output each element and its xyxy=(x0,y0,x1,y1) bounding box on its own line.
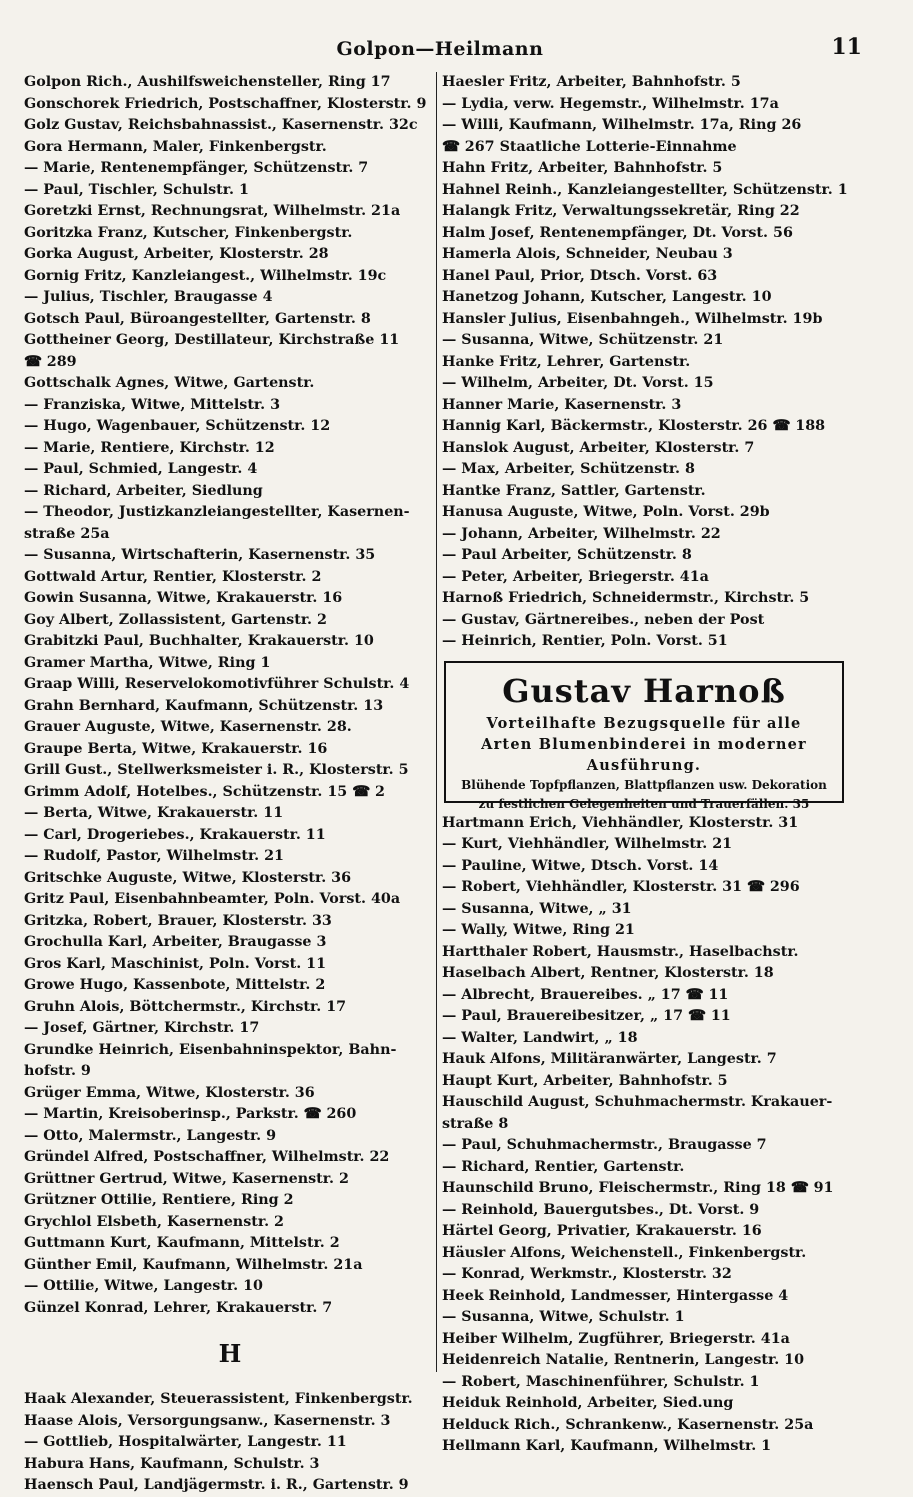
directory-entry: Hartmann Erich, Viehhändler, Klosterstr. 31 xyxy=(442,814,799,831)
directory-entry: Grill Gust., Stellwerksmeister i. R., Klosterstr. 5 xyxy=(24,762,409,778)
directory-entry: — Carl, Drogeriebes., Krakauerstr. 11 xyxy=(24,826,326,843)
column-divider xyxy=(436,72,437,1372)
directory-entry: Hahn Fritz, Arbeiter, Bahnhofstr. 5 xyxy=(442,160,723,176)
directory-entry: Grützner Ottilie, Rentiere, Ring 2 xyxy=(24,1192,294,1208)
directory-entry: Grauer Auguste, Witwe, Kasernenstr. 28. xyxy=(24,719,352,735)
directory-entry: — Walter, Landwirt, „ 18 xyxy=(442,1029,638,1046)
directory-entry: Gora Hermann, Maler, Finkenbergstr. xyxy=(24,138,327,155)
directory-entry: — Paul, Tischler, Schulstr. 1 xyxy=(24,181,249,198)
directory-entry: Halm Josef, Rentenempfänger, Dt. Vorst. 56 xyxy=(442,224,793,241)
directory-entry: Haak Alexander, Steuerassistent, Finkenbergstr. xyxy=(24,1391,413,1407)
directory-entry: Hanetzog Johann, Kutscher, Langestr. 10 xyxy=(442,289,772,305)
directory-entry: Heidenreich Natalie, Rentnerin, Langestr. 10 xyxy=(442,1352,805,1368)
directory-entry: — Berta, Witwe, Krakauerstr. 11 xyxy=(24,805,284,821)
directory-entry: Hantke Franz, Sattler, Gartenstr. xyxy=(442,482,706,499)
page-number: 11 xyxy=(831,34,862,60)
directory-entry: — Franziska, Witwe, Mittelstr. 3 xyxy=(24,396,281,413)
directory-entry: Golz Gustav, Reichsbahnassist., Kasernenstr. 32c xyxy=(24,117,418,133)
directory-entry: Graap Willi, Reservelokomotivführer Schulstr. 4 xyxy=(24,676,410,692)
directory-entry: Goretzki Ernst, Rechnungsrat, Wilhelmstr. 21a xyxy=(24,203,401,219)
directory-entry: Heiber Wilhelm, Zugführer, Briegerstr. 41a xyxy=(442,1330,790,1347)
advertisement-box xyxy=(444,661,844,811)
directory-entry: Hanusa Auguste, Witwe, Poln. Vorst. 29b xyxy=(442,504,770,520)
directory-entry: Grochulla Karl, Arbeiter, Braugasse 3 xyxy=(24,934,327,950)
directory-entry: Gornig Fritz, Kanzleiangest., Wilhelmstr. 19c xyxy=(24,267,387,284)
directory-entry: — Pauline, Witwe, Dtsch. Vorst. 14 xyxy=(442,857,719,874)
directory-entry: Harnoß Friedrich, Schneidermstr., Kirchstr. 5 xyxy=(442,590,810,606)
directory-entry: — Lydia, verw. Hegemstr., Wilhelmstr. 17a xyxy=(442,95,779,112)
directory-entry: — Heinrich, Rentier, Poln. Vorst. 51 xyxy=(442,633,728,649)
directory-entry: Gritschke Auguste, Witwe, Klosterstr. 36 xyxy=(24,869,352,886)
section-heading-h: H xyxy=(218,1339,242,1368)
directory-entry: — Kurt, Viehhändler, Wilhelmstr. 21 xyxy=(442,836,733,852)
directory-entry: Gottwald Artur, Rentier, Klosterstr. 2 xyxy=(24,568,322,585)
directory-entry: — Peter, Arbeiter, Briegerstr. 41a xyxy=(442,568,709,585)
directory-entry: Heek Reinhold, Landmesser, Hintergasse 4 xyxy=(442,1287,789,1304)
directory-entry: Haesler Fritz, Arbeiter, Bahnhofstr. 5 xyxy=(442,74,741,90)
directory-entry: Häusler Alfons, Weichenstell., Finkenbergstr. xyxy=(442,1244,807,1261)
directory-entry: ☎ 267 Staatliche Lotterie-Einnahme xyxy=(442,138,737,155)
directory-entry: — Paul Arbeiter, Schützenstr. 8 xyxy=(442,547,692,563)
directory-entry: — Josef, Gärtner, Kirchstr. 17 xyxy=(24,1020,260,1036)
directory-entry: Haunschild Bruno, Fleischermstr., Ring 18 ☎ 91 xyxy=(442,1180,834,1196)
directory-entry: Gramer Martha, Witwe, Ring 1 xyxy=(24,654,271,671)
directory-entry: Günther Emil, Kaufmann, Wilhelmstr. 21a xyxy=(24,1256,363,1273)
directory-entry: — Gottlieb, Hospitalwärter, Langestr. 11 xyxy=(24,1434,347,1450)
directory-entry: — Reinhold, Bauergutsbes., Dt. Vorst. 9 xyxy=(442,1201,760,1218)
directory-entry: — Rudolf, Pastor, Wilhelmstr. 21 xyxy=(24,848,285,864)
directory-entry: — Richard, Arbeiter, Siedlung xyxy=(24,482,263,499)
directory-entry: Haase Alois, Versorgungsanw., Kasernenstr. 3 xyxy=(24,1412,391,1429)
directory-entry: hofstr. 9 xyxy=(24,1063,91,1079)
directory-entry: Gruhn Alois, Böttchermstr., Kirchstr. 17 xyxy=(24,998,347,1015)
directory-entry: — Konrad, Werkmstr., Klosterstr. 32 xyxy=(442,1266,732,1282)
directory-entry: Haupt Kurt, Arbeiter, Bahnhofstr. 5 xyxy=(442,1072,728,1089)
directory-entry: — Hugo, Wagenbauer, Schützenstr. 12 xyxy=(24,418,331,434)
directory-entry: Grychlol Elsbeth, Kasernenstr. 2 xyxy=(24,1213,284,1230)
directory-entry: Grüttner Gertrud, Witwe, Kasernenstr. 2 xyxy=(24,1170,349,1187)
ad-title: Gustav Harnoß xyxy=(502,671,786,710)
directory-entry: Hanslok August, Arbeiter, Klosterstr. 7 xyxy=(442,439,755,456)
directory-entry: Haselbach Albert, Rentner, Klosterstr. 18 xyxy=(442,965,774,981)
directory-entry: Hamerla Alois, Schneider, Neubau 3 xyxy=(442,246,733,262)
directory-entry: — Johann, Arbeiter, Wilhelmstr. 22 xyxy=(442,525,721,542)
directory-entry: ☎ 289 xyxy=(24,353,77,370)
directory-entry: Hauschild August, Schuhmachermstr. Krakauer- xyxy=(442,1094,833,1110)
ad-line-3: Ausführung. xyxy=(586,756,702,774)
directory-entry: — Paul, Schmied, Langestr. 4 xyxy=(24,461,258,477)
directory-entry: Gritz Paul, Eisenbahnbeamter, Poln. Vorst. 40a xyxy=(24,891,401,907)
directory-entry: Hellmann Karl, Kaufmann, Wilhelmstr. 1 xyxy=(442,1438,772,1454)
directory-entry: — Martin, Kreisoberinsp., Parkstr. ☎ 260 xyxy=(24,1106,357,1122)
directory-entry: — Max, Arbeiter, Schützenstr. 8 xyxy=(442,461,695,477)
directory-entry: Gonschorek Friedrich, Postschaffner, Klosterstr. 9 xyxy=(24,95,427,112)
ad-line-2: Arten Blumenbinderei in moderner xyxy=(481,735,807,753)
directory-entry: Grimm Adolf, Hotelbes., Schützenstr. 15 ☎ 2 xyxy=(24,783,385,800)
directory-entry: — Wilhelm, Arbeiter, Dt. Vorst. 15 xyxy=(442,375,714,391)
directory-entry: Graupe Berta, Witwe, Krakauerstr. 16 xyxy=(24,740,328,757)
directory-entry: Halangk Fritz, Verwaltungssekretär, Ring 22 xyxy=(442,203,800,219)
directory-entry: Hansler Julius, Eisenbahngeh., Wilhelmstr. 19b xyxy=(442,310,823,327)
directory-entry: Hanner Marie, Kasernenstr. 3 xyxy=(442,396,682,413)
directory-entry: — Susanna, Witwe, Schützenstr. 21 xyxy=(442,332,724,348)
ad-line-4: Blühende Topfpflanzen, Blattpflanzen usw. Dekoration xyxy=(461,777,827,792)
directory-entry: Golpon Rich., Aushilfsweichensteller, Ring 17 xyxy=(24,74,391,90)
directory-entry: Gottheiner Georg, Destillateur, Kirchstraße 11 xyxy=(24,332,400,348)
directory-entry: Gründel Alfred, Postschaffner, Wilhelmstr. 22 xyxy=(24,1149,390,1165)
running-header: Golpon—Heilmann xyxy=(336,38,544,60)
directory-entry: — Richard, Rentier, Gartenstr. xyxy=(442,1158,685,1175)
directory-entry: — Albrecht, Brauereibes. „ 17 ☎ 11 xyxy=(442,986,729,1003)
directory-entry: Gros Karl, Maschinist, Poln. Vorst. 11 xyxy=(24,955,327,972)
directory-entry: Hanke Fritz, Lehrer, Gartenstr. xyxy=(442,353,691,370)
left-h-entry-list xyxy=(24,1389,436,1497)
directory-entry: — Marie, Rentenempfänger, Schützenstr. 7 xyxy=(24,160,369,176)
directory-entry: Härtel Georg, Privatier, Krakauerstr. 16 xyxy=(442,1223,762,1239)
directory-entry: straße 25a xyxy=(24,525,110,542)
directory-entry: — Wally, Witwe, Ring 21 xyxy=(442,922,635,938)
directory-entry: Hauk Alfons, Militäranwärter, Langestr. 7 xyxy=(442,1051,777,1067)
directory-entry: Goy Albert, Zollassistent, Gartenstr. 2 xyxy=(24,611,327,628)
directory-entry: — Ottilie, Witwe, Langestr. 10 xyxy=(24,1278,264,1294)
directory-entry: Grüger Emma, Witwe, Klosterstr. 36 xyxy=(24,1084,315,1101)
directory-entry: — Paul, Brauereibesitzer, „ 17 ☎ 11 xyxy=(442,1008,731,1024)
directory-entry: straße 8 xyxy=(442,1115,509,1132)
directory-entry: Hannig Karl, Bäckermstr., Klosterstr. 26 ☎ 188 xyxy=(442,418,826,434)
directory-entry: Gottschalk Agnes, Witwe, Gartenstr. xyxy=(24,375,315,391)
directory-entry: — Susanna, Witwe, „ 31 xyxy=(442,900,632,917)
left-entry-list xyxy=(24,72,436,1319)
directory-entry: Günzel Konrad, Lehrer, Krakauerstr. 7 xyxy=(24,1299,333,1316)
ad-line-5: zu festlichen Gelegenheiten und Trauerfällen. 35 xyxy=(478,796,810,811)
directory-entry: Gritzka, Robert, Brauer, Klosterstr. 33 xyxy=(24,912,332,929)
directory-entry: — Julius, Tischler, Braugasse 4 xyxy=(24,289,273,305)
directory-entry: Heiduk Reinhold, Arbeiter, Sied.ung xyxy=(442,1395,734,1411)
ad-line-1: Vorteilhafte Bezugsquelle für alle xyxy=(486,714,802,732)
right-top-entry-list xyxy=(442,72,854,653)
directory-entry: — Susanna, Witwe, Schulstr. 1 xyxy=(442,1309,685,1325)
right-bottom-entry-list xyxy=(442,813,854,1458)
directory-entry: Grundke Heinrich, Eisenbahninspektor, Bahn- xyxy=(24,1041,397,1058)
directory-entry: Hartthaler Robert, Hausmstr., Haselbachstr. xyxy=(442,943,799,960)
directory-entry: Gorka August, Arbeiter, Klosterstr. 28 xyxy=(24,246,329,262)
directory-entry: Grahn Bernhard, Kaufmann, Schützenstr. 13 xyxy=(24,697,384,714)
directory-entry: — Robert, Maschinenführer, Schulstr. 1 xyxy=(442,1373,760,1390)
directory-entry: Hanel Paul, Prior, Dtsch. Vorst. 63 xyxy=(442,267,718,284)
directory-entry: — Theodor, Justizkanzleiangestellter, Kasernen- xyxy=(24,504,410,520)
right-column xyxy=(442,72,854,1458)
directory-entry: Goritzka Franz, Kutscher, Finkenbergstr. xyxy=(24,224,353,241)
directory-entry: Gotsch Paul, Büroangestellter, Gartenstr. 8 xyxy=(24,310,371,327)
directory-entry: — Willi, Kaufmann, Wilhelmstr. 17a, Ring 26 xyxy=(442,117,802,133)
directory-entry: — Marie, Rentiere, Kirchstr. 12 xyxy=(24,439,275,456)
directory-entry: — Otto, Malermstr., Langestr. 9 xyxy=(24,1127,277,1144)
directory-entry: Guttmann Kurt, Kaufmann, Mittelstr. 2 xyxy=(24,1235,340,1251)
directory-entry: — Susanna, Wirtschafterin, Kasernenstr. 35 xyxy=(24,547,376,563)
directory-entry: — Robert, Viehhändler, Klosterstr. 31 ☎ 296 xyxy=(442,879,800,895)
directory-entry: Helduck Rich., Schrankenw., Kasernenstr. 25a xyxy=(442,1416,814,1433)
directory-entry: Haensch Paul, Landjägermstr. i. R., Gartenstr. 9 xyxy=(24,1477,409,1493)
directory-entry: — Paul, Schuhmachermstr., Braugasse 7 xyxy=(442,1137,767,1153)
directory-entry: Habura Hans, Kaufmann, Schulstr. 3 xyxy=(24,1455,320,1472)
directory-entry: Gowin Susanna, Witwe, Krakauerstr. 16 xyxy=(24,590,343,606)
directory-entry: Grabitzki Paul, Buchhalter, Krakauerstr. 10 xyxy=(24,633,374,649)
directory-entry: Growe Hugo, Kassenbote, Mittelstr. 2 xyxy=(24,977,326,993)
directory-entry: Hahnel Reinh., Kanzleiangestellter, Schützenstr. 1 xyxy=(442,181,848,198)
left-column xyxy=(24,72,436,1497)
directory-entry: — Gustav, Gärtnereibes., neben der Post xyxy=(442,611,765,628)
